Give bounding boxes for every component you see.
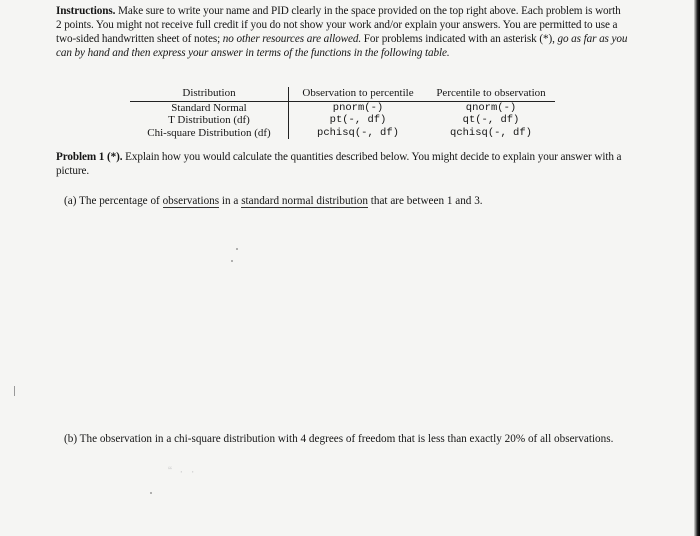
instructions-text-2: no other resources are allowed. (222, 33, 362, 45)
table-cell: qchisq(-, df) (450, 126, 532, 139)
instructions-text-1: Make sure to write your name and PID clearly in the space provided on the top right above. Each problem is worth 2 points. You might not receive full credit if you do not show your work and/or explain your answers. You are permitted to use a two-sided handwritten sheet of notes; (56, 5, 621, 45)
scan-edge-mark (14, 386, 15, 396)
problem-1-label: Problem 1 (*). (56, 151, 123, 163)
instructions-text-3: For problems indicated with an asterisk (*), (361, 33, 558, 45)
instructions-paragraph (56, 4, 628, 60)
scan-speck (236, 248, 238, 250)
table-row (130, 127, 555, 140)
table-header-cell: Percentile to observation (427, 87, 555, 101)
part-b-question: (b) The observation in a chi-square distribution with 4 degrees of freedom that is less than exactly 20% of all observations. (64, 433, 614, 445)
table-cell: Chi-square Distribution (df) (130, 127, 289, 140)
table-cell: pt(-, df) (329, 114, 387, 126)
part-a-underlined-observations: observations (162, 195, 220, 207)
table-row (130, 114, 555, 127)
table-header-cell: Observation to percentile (289, 87, 428, 101)
part-a-underlined-distribution: standard normal distribution (241, 195, 368, 207)
table-cell: qt(-, df) (462, 114, 520, 126)
part-a-prefix: (a) The percentage of (64, 195, 163, 207)
part-a-question (64, 195, 483, 207)
scan-speck (231, 260, 233, 262)
part-a-mid: in a (219, 195, 242, 207)
table-cell: pchisq(-, df) (317, 126, 399, 139)
table-header-cell: Distribution (130, 87, 289, 101)
distribution-functions-table (130, 87, 555, 139)
faint-pencil-marks: “ · · (168, 464, 197, 478)
scan-speck (150, 492, 152, 494)
table-cell: T Distribution (df) (130, 114, 289, 127)
table-cell: pnorm(-) (332, 101, 384, 114)
table-cell: Standard Normal (130, 101, 289, 114)
scan-right-edge-shadow (694, 0, 700, 536)
instructions-label: Instructions. (56, 5, 116, 17)
part-a-suffix: that are between 1 and 3. (367, 195, 483, 207)
problem-1-text: Explain how you would calculate the quantities described below. You might decide to explain your answer with a picture. (56, 151, 622, 177)
problem-1-paragraph (56, 150, 628, 178)
table-header-row (130, 87, 555, 101)
table-cell: qnorm(-) (465, 101, 517, 114)
table-row (130, 101, 555, 114)
instructions-text-4: go as far as you can by hand and then express your answer in terms of the functions in the following table. (56, 33, 628, 59)
